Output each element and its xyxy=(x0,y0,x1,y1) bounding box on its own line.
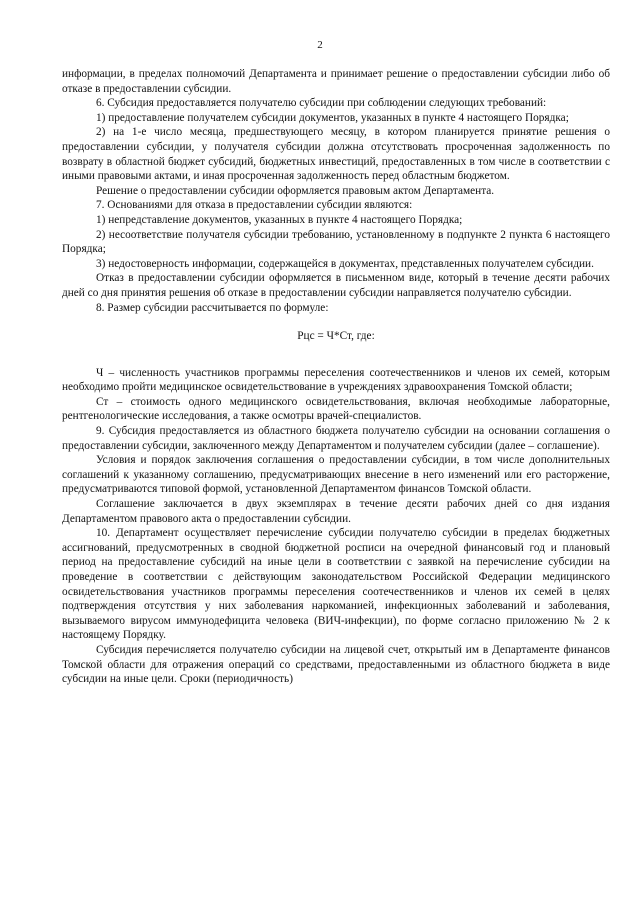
paragraph-subitem-7-3: 3) недостоверность информации, содержащейся в документах, представленных получателем субсидии. xyxy=(96,257,594,270)
paragraph-agreement-copies: Соглашение заключается в двух экземплярах в течение десяти рабочих дней со дня издания Департаментом правового акта о предоставлении субсидии. xyxy=(62,498,610,525)
paragraph-subitem-7-2: 2) несоответствие получателя субсидии требованию, установленному в подпункте 2 пункта 6 настоящего Порядка; xyxy=(62,228,610,256)
page-number: 2 xyxy=(317,39,323,51)
paragraph-agreement-terms: Условия и порядок заключения соглашения о предоставлении субсидии, в том числе дополнительных соглашений к указанному соглашению, предусматривающих внесение в него изменений или его расторжение, предусматриваются типовой формой, установленной Департаментом финансов Томской области. xyxy=(62,454,610,496)
paragraph-item-6: 6. Субсидия предоставляется получателю субсидии при соблюдении следующих требований: xyxy=(96,97,547,110)
paragraph-item-7: 7. Основаниями для отказа в предоставлении субсидии являются: xyxy=(96,199,413,212)
paragraph-transfer: Субсидия перечисляется получателю субсидии на лицевой счет, открытый им в Департаменте финансов Томской области для отражения операций со средствами, предоставленными из областного бюджета в виде субсидии на иные цели. Сроки (периодичность) xyxy=(62,643,610,686)
paragraph-definition-st: Ст – стоимость одного медицинского освидетельствования, включая необходимые лабораторные, рентгенологические исследования, а также осмотры врачей-специалистов. xyxy=(62,395,610,423)
paragraph-subitem-6-1: 1) предоставление получателем субсидии документов, указанных в пункте 4 настоящего Порядка; xyxy=(96,111,569,124)
formula: Рцс = Ч*Ст, где: xyxy=(297,330,375,343)
paragraph-continuation: информации, в пределах полномочий Департамента и принимает решение о предоставлении субсидии либо об отказе в предоставлении субсидии. xyxy=(62,68,610,95)
paragraph-definition-ch: Ч – численность участников программы переселения соотечественников и членов их семей, которым необходимо пройти медицинское освидетельствование в учреждениях здравоохранения Томской области; xyxy=(62,366,610,394)
paragraph-subitem-6-2: 2) на 1-е число месяца, предшествующего месяцу, в котором планируется принятие решения о предоставлении субсидии, у получателя субсидии должна отсутствовать просроченная задолженность по возврату в областной бюджет субсидий, бюджетных инвестиций, предоставленных в том числе в соответствии с иными правовыми актами, и иная просроченная задолженность перед областным бюджетом. xyxy=(62,126,610,183)
paragraph-item-8: 8. Размер субсидии рассчитывается по формуле: xyxy=(96,301,329,314)
paragraph-subitem-7-1: 1) непредставление документов, указанных в пункте 4 настоящего Порядка; xyxy=(96,213,463,226)
document-body xyxy=(62,67,610,687)
paragraph-item-10: 10. Департамент осуществляет перечисление субсидии получателю субсидии в пределах бюджетных ассигнований, предусмотренных в сводной бюджетной росписи на очередной финансовый год и плановый период на предоставление субсидий на иные цели в соответствии с заявкой на перечисление субсидии на проведение в соответствии с действующим законодательством Российской Федерации медицинского освидетельствования участников программы переселения соотечественников и членов их семей в целях подтверждения отсутствия у них заболевания наркоманией, инфекционных заболеваний и заболевания, вызываемого вирусом иммунодефицита человека (ВИЧ-инфекции), по форме согласно приложению № 2 к настоящему Порядку. xyxy=(62,527,610,642)
paragraph-decision: Решение о предоставлении субсидии оформляется правовым актом Департамента. xyxy=(96,184,495,197)
paragraph-item-9: 9. Субсидия предоставляется из областного бюджета получателю субсидии на основании соглашения о предоставлении субсидии, заключенного между Департаментом и получателем субсидии (далее – соглашение). xyxy=(62,425,610,452)
paragraph-refusal: Отказ в предоставлении субсидии оформляется в письменном виде, который в течение десяти рабочих дней со дня принятия решения об отказе в предоставлении субсидии направляется получателю субсидии. xyxy=(62,272,610,299)
